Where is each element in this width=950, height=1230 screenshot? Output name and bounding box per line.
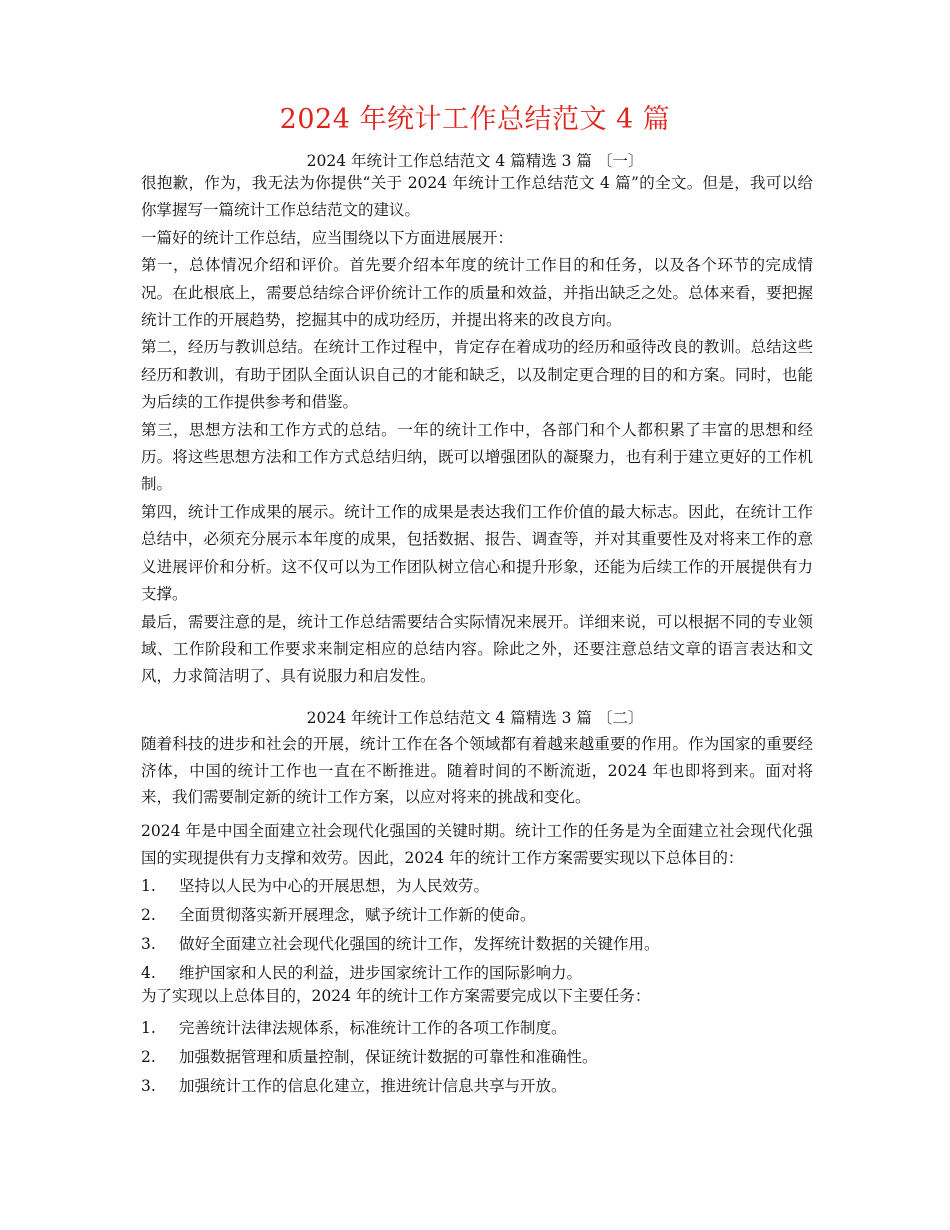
list-number: 2. [141, 906, 156, 924]
list-text: 加强数据管理和质量控制，保证统计数据的可靠性和准确性。 [179, 1048, 598, 1066]
tasks-intro: 为了实现以上总体目的，2024 年的统计工作方案需要完成以下主要任务： [141, 987, 651, 1005]
tasks-list [141, 1014, 813, 1101]
list-number: 3. [141, 935, 156, 953]
list-text: 全面贯彻落实新开展理念，赋予统计工作新的使命。 [179, 906, 536, 924]
paragraph: 一篇好的统计工作总结，应当围绕以下方面进展展开： [141, 228, 514, 247]
goals-list [141, 872, 813, 988]
paragraph: 很抱歉，作为，我无法为你提供“关于 2024 年统计工作总结范文 4 篇”的全文。但是，我可以给你掌握写一篇统计工作总结范文的建议。 [141, 174, 813, 220]
list-text: 加强统计工作的信息化建立，推进统计信息共享与开放。 [179, 1077, 567, 1095]
list-text: 坚持以人民为中心的开展思想，为人民效劳。 [179, 877, 490, 895]
list-item [141, 901, 813, 930]
list-text: 完善统计法律法规体系，标准统计工作的各项工作制度。 [179, 1019, 567, 1037]
section-2-heading: 2024 年统计工作总结范文 4 篇精选 3 篇 〔二〕 [306, 709, 644, 727]
section-2-intro [141, 731, 813, 811]
paragraph: 第三，思想方法和工作方式的总结。一年的统计工作中，各部门和个人都积累了丰富的思想和经历。将这些思想方法和工作方式总结归纳，既可以增强团队的凝聚力，也有利于建立更好的工作机制。 [141, 420, 813, 494]
list-text: 维护国家和人民的利益，进步国家统计工作的国际影响力。 [179, 964, 583, 982]
list-number: 2. [141, 1048, 156, 1066]
list-number: 1. [141, 1019, 156, 1037]
section-2-goals-intro [141, 818, 813, 871]
paragraph: 第一，总体情况介绍和评价。首先要介绍本年度的统计工作目的和任务，以及各个环节的完成情况。在此根底上，需要总结综合评价统计工作的质量和效益，并指出缺乏之处。总体来看，要把握统计工作的开展趋势，挖掘其中的成功经历，并提出将来的改良方向。 [141, 256, 813, 330]
list-number: 3. [141, 1077, 156, 1095]
list-number: 1. [141, 877, 156, 895]
list-item [141, 1014, 813, 1043]
paragraph: 最后，需要注意的是，统计工作总结需要结合实际情况来展开。详细来说，可以根据不同的专业领域、工作阶段和工作要求来制定相应的总结内容。除此之外，还要注意总结文章的语言表达和文风，力求简洁明了、具有说服力和启发性。 [141, 612, 813, 686]
section-1-body [141, 170, 813, 691]
list-text: 做好全面建立社会现代化强国的统计工作，发挥统计数据的关键作用。 [179, 935, 660, 953]
list-item [141, 1072, 813, 1101]
paragraph: 2024 年是中国全面建立社会现代化强国的关键时期。统计工作的任务是为全面建立社会现代化强国的实现提供有力支撑和效劳。因此，2024 年的统计工作方案需要实现以下总体目的： [141, 822, 813, 867]
paragraph: 第四，统计工作成果的展示。统计工作的成果是表达我们工作价值的最大标志。因此，在统计工作总结中，必须充分展示本年度的成果，包括数据、报告、调查等，并对其重要性及对将来工作的意义进展评价和分析。这不仅可以为工作团队树立信心和提升形象，还能为后续工作的开展提供有力支撑。 [141, 502, 813, 604]
paragraph: 第二，经历与教训总结。在统计工作过程中，肯定存在着成功的经历和亟待改良的教训。总结这些经历和教训，有助于团队全面认识自己的才能和缺乏，以及制定更合理的目的和方案。同时，也能为后续的工作提供参考和借鉴。 [141, 338, 813, 412]
list-number: 4. [141, 964, 156, 982]
section-1-heading: 2024 年统计工作总结范文 4 篇精选 3 篇 〔一〕 [306, 152, 644, 170]
list-item [141, 872, 813, 901]
document-title: 2024 年统计工作总结范文 4 篇 [279, 104, 671, 135]
list-item [141, 930, 813, 959]
list-item [141, 1043, 813, 1072]
paragraph: 随着科技的进步和社会的开展，统计工作在各个领域都有着越来越重要的作用。作为国家的重要经济体，中国的统计工作也一直在不断推进。随着时间的不断流逝，2024 年也即将到来。面对将来，我们需要制定新的统计工作方案，以应对将来的挑战和变化。 [141, 735, 813, 806]
